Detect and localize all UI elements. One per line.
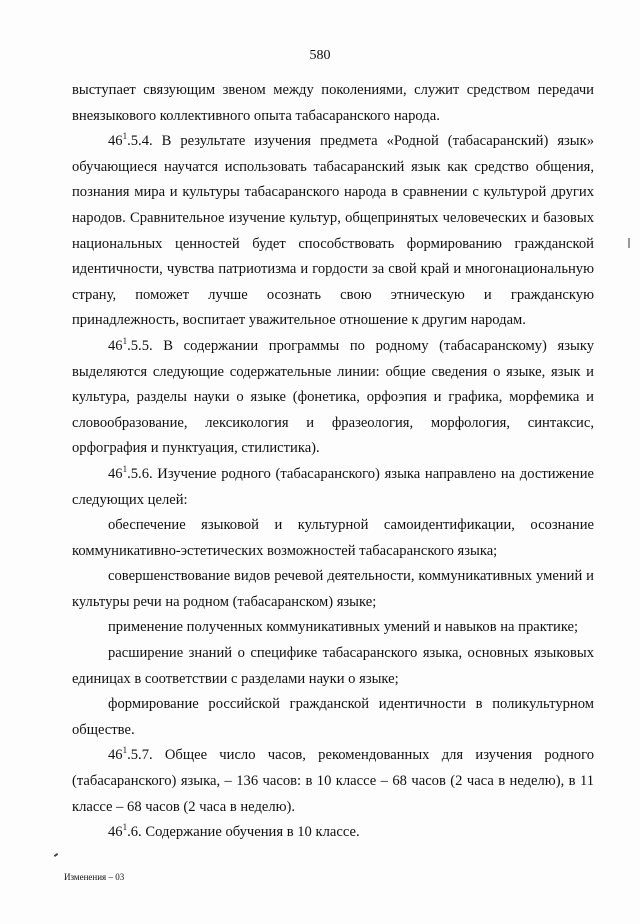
section-number: 46 bbox=[108, 337, 123, 354]
goal-item bbox=[72, 615, 594, 641]
paragraph-text: .5.4. В результате изучения предмета «Родной (табасаранский) язык» обучающиеся научатся использовать табасаранский язык как средство общения, познания мира и культуры табасаранского народа в сравнении с культурой других народов. Сравнительное изучение культур, общепринятых человеческих и базовых национальных ценностей будет способствовать формированию гражданской идентичности, чувства патриотизма и гордости за свой край и многонациональную страну, поможет лучше осознать свою этническую и гражданскую принадлежность, воспитает уважительное отношение к другим народам. bbox=[72, 133, 594, 329]
paragraph-section-5-5 bbox=[72, 334, 594, 462]
paragraph-text: .6. Содержание обучения в 10 классе. bbox=[127, 824, 360, 841]
paragraph-text: формирование российской гражданской идентичности в поликультурном обществе. bbox=[72, 696, 594, 738]
footer-note: Изменения – 03 bbox=[64, 872, 125, 882]
page-number: 580 bbox=[309, 48, 331, 63]
scan-artifact bbox=[628, 238, 630, 248]
paragraph-text: совершенствование видов речевой деятельности, коммуникативных умений и культуры речи на родном (табасаранском) языке; bbox=[72, 568, 594, 610]
section-superscript: 1 bbox=[122, 336, 128, 347]
paragraph-text: .5.7. Общее число часов, рекомендованных для изучения родного (табасаранского) языка, – 136 часов: в 10 классе – 68 часов (2 часа в неделю), в 11 классе – 68 часов (2 часа в неделю). bbox=[72, 747, 594, 815]
section-number: 46 bbox=[108, 747, 123, 764]
goal-item bbox=[72, 564, 594, 615]
goal-item bbox=[72, 513, 594, 564]
paragraph-text: обеспечение языковой и культурной самоидентификации, осознание коммуникативно-эстетических возможностей табасаранского языка; bbox=[72, 517, 594, 559]
paragraph-text: .5.5. В содержании программы по родному (табасаранскому) языку выделяются следующие содержательные линии: общие сведения о языке, язык и культура, разделы науки о языке (фонетика, орфоэпия и графика, морфемика и словообразование, лексикология и фразеология, морфология, синтаксис, орфография и пунктуация, стилистика). bbox=[72, 337, 594, 457]
goal-item bbox=[72, 692, 594, 743]
section-number: 46 bbox=[108, 133, 123, 150]
paragraph-intro bbox=[72, 78, 594, 129]
paragraph-text: применение полученных коммуникативных умений и навыков на практике; bbox=[108, 619, 579, 636]
section-number: 46 bbox=[108, 824, 123, 841]
paragraph-section-5-4 bbox=[72, 129, 594, 334]
paragraph-text: .5.6. Изучение родного (табасаранского) языка направлено на достижение следующих целей: bbox=[72, 465, 594, 508]
paragraph-section-5-6 bbox=[72, 462, 594, 513]
section-superscript: 1 bbox=[122, 464, 128, 475]
paragraph-section-6 bbox=[72, 820, 594, 846]
document-body bbox=[72, 78, 594, 846]
section-superscript: 1 bbox=[122, 131, 128, 142]
scan-artifact bbox=[54, 853, 58, 857]
paragraph-text: расширение знаний о специфике табасаранского языка, основных языковых единицах в соответствии с разделами науки о языке; bbox=[72, 645, 594, 687]
paragraph-text: выступает связующим звеном между поколениями, служит средством передачи внеязыкового коллективного опыта табасаранского народа. bbox=[72, 82, 594, 124]
section-superscript: 1 bbox=[122, 745, 128, 756]
section-number: 46 bbox=[108, 465, 123, 482]
paragraph-section-5-7 bbox=[72, 743, 594, 820]
section-superscript: 1 bbox=[122, 822, 128, 833]
goal-item bbox=[72, 641, 594, 692]
